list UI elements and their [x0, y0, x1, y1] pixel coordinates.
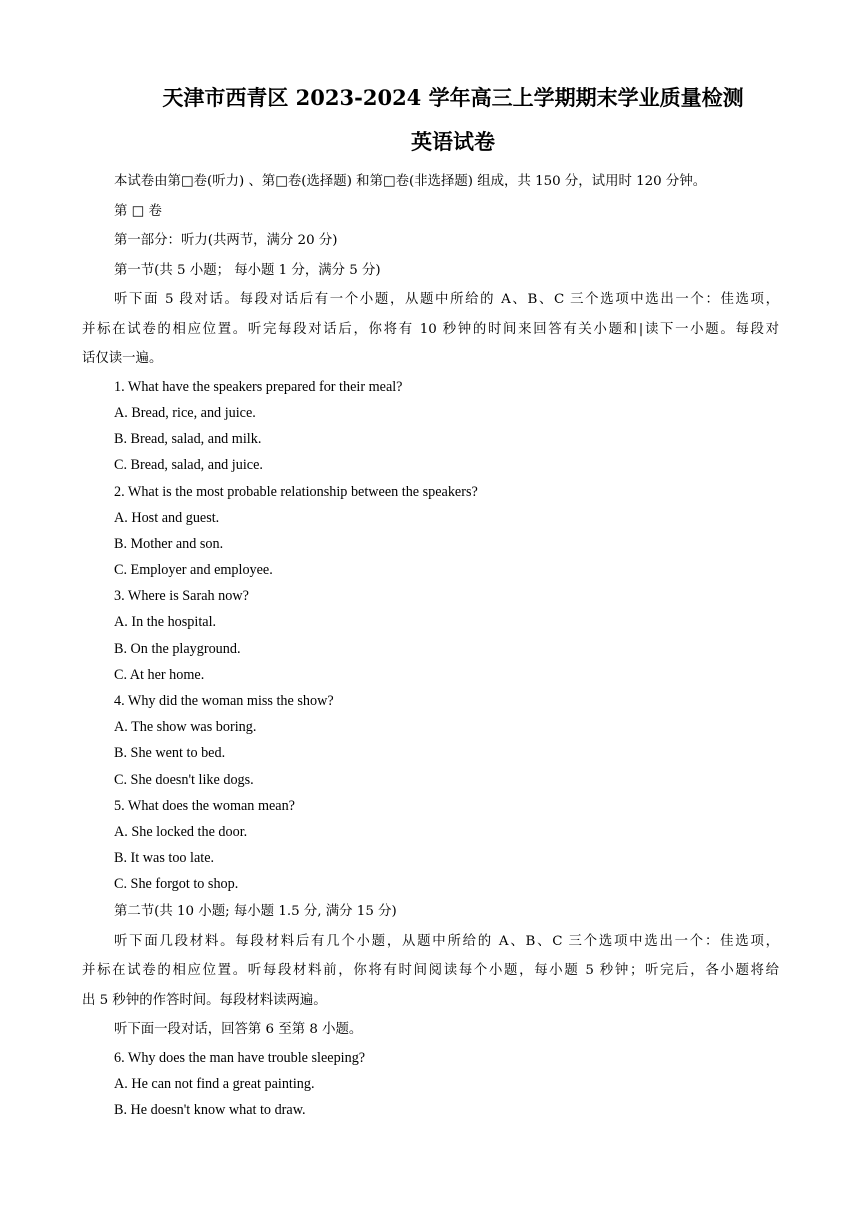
question-option: A. Host and guest. [114, 510, 220, 526]
question-option: C. At her home. [114, 667, 205, 683]
exam-subtitle: 英语试卷 [411, 129, 495, 154]
question-option: A. The show was boring. [114, 719, 257, 735]
dialogue-intro: 听下面一段对话，回答第 6 至第 8 小题。 [114, 1022, 363, 1037]
question-stem: 3. Where is Sarah now? [114, 588, 249, 604]
question-stem: 2. What is the most probable relationship between the speakers? [114, 484, 478, 500]
exam-title: 天津市西青区 2023-2024 学年高三上学期期末学业质量检测 [162, 85, 744, 110]
question-option: B. She went to bed. [114, 745, 226, 761]
volume-heading: 第 □ 卷 [114, 204, 162, 219]
question-option: B. Mother and son. [114, 536, 224, 552]
section2-heading: 第二节(共 10 小题; 每小题 1.5 分, 满分 15 分) [114, 904, 397, 919]
question-option: B. Bread, salad, and milk. [114, 431, 262, 447]
section1-instructions-line: 话仅读一遍。 [82, 351, 163, 366]
section2-instructions-line: 听下面几段材料。每段材料后有几个小题，从题中所给的 A、B、C 三个选项中选出一个：佳选项， [114, 934, 779, 949]
question-stem: 5. What does the woman mean? [114, 798, 295, 814]
question-option: A. He can not find a great painting. [114, 1076, 315, 1092]
question-stem: 4. Why did the woman miss the show? [114, 693, 334, 709]
section1-instructions-line: 听下面 5 段对话。每段对话后有一个小题，从题中所给的 A、B、C 三个选项中选出一个：佳选项， [114, 292, 779, 307]
question-stem: 1. What have the speakers prepared for their meal? [114, 379, 403, 395]
section2-instructions-line: 并标在试卷的相应位置。听每段材料前，你将有时间阅读每个小题，每小题 5 秒钟；听完后，各小题将给 [82, 963, 779, 978]
question-option: B. It was too late. [114, 850, 215, 866]
part1-heading: 第一部分：听力(共两节，满分 20 分) [114, 233, 338, 248]
question-option: C. She forgot to shop. [114, 876, 239, 892]
question-option: B. On the playground. [114, 641, 241, 657]
question-option: A. She locked the door. [114, 824, 248, 840]
question-option: C. Employer and employee. [114, 562, 273, 578]
exam-intro: 本试卷由第□卷(听力) 、第□卷(选择题) 和第□卷(非选择题) 组成，共 150 分，试用时 120 分钟。 [114, 174, 707, 189]
question-option: A. Bread, rice, and juice. [114, 405, 256, 421]
question-option: A. In the hospital. [114, 614, 217, 630]
question-option: C. She doesn't like dogs. [114, 772, 254, 788]
question-stem: 6. Why does the man have trouble sleeping? [114, 1050, 366, 1066]
section1-heading: 第一节(共 5 小题； 每小题 1 分，满分 5 分) [114, 263, 381, 278]
section1-instructions-line: 并标在试卷的相应位置。听完每段对话后，你将有 10 秒钟的时间来回答有关小题和|读下一小题。每段对 [82, 322, 779, 337]
question-option: B. He doesn't know what to draw. [114, 1102, 306, 1118]
section2-instructions-line: 出 5 秒钟的作答时间。每段材料读两遍。 [82, 993, 327, 1008]
question-option: C. Bread, salad, and juice. [114, 457, 263, 473]
